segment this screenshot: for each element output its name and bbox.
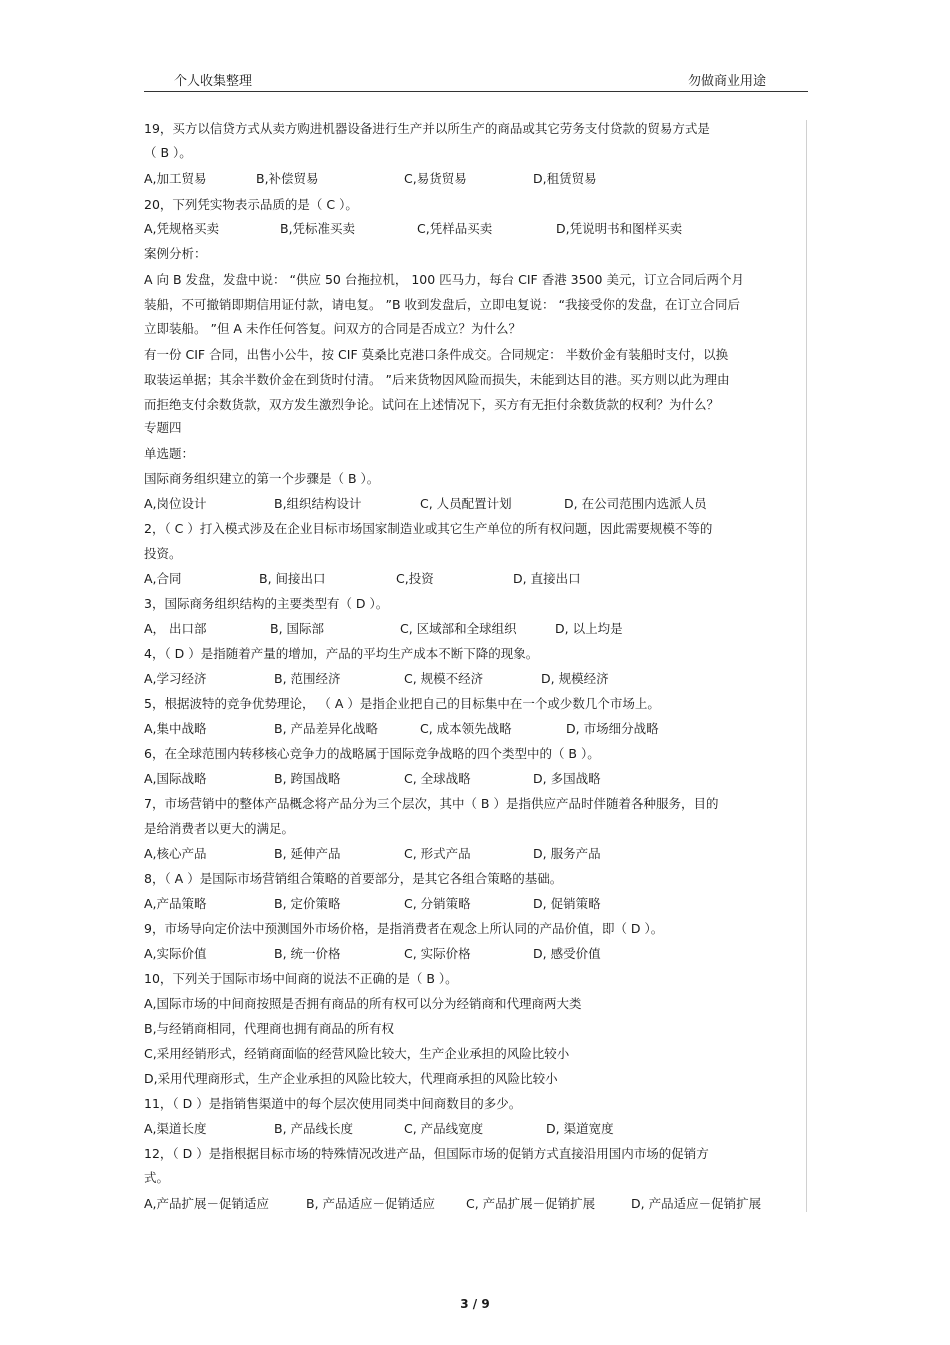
answer-option: D, 多国战略 — [533, 771, 601, 786]
text-line: 有一份 CIF 合同，出售小公牛，按 CIF 莫桑比克港口条件成交。合同规定： 半数价金有装船时支付，以换 — [144, 347, 729, 362]
text-line: 9，市场导向定价法中预测国外市场价格，是指消费者在观念上所认同的产品价值，即（ D ）。 — [144, 921, 664, 936]
answer-option: B, 跨国战略 — [274, 771, 341, 786]
answer-option: B,组织结构设计 — [274, 496, 362, 511]
answer-option: D, 服务产品 — [533, 846, 601, 861]
answer-option: A,产品扩展－促销适应 — [144, 1196, 270, 1211]
answer-option: A,产品策略 — [144, 896, 207, 911]
answer-option: B, 范围经济 — [274, 671, 341, 686]
answer-option: D, 市场细分战略 — [566, 721, 659, 736]
answer-option: A,核心产品 — [144, 846, 207, 861]
answer-option: D, 规模经济 — [541, 671, 609, 686]
margin-rule — [806, 120, 807, 1212]
text-line: 10，下列关于国际市场中间商的说法不正确的是（ B ）。 — [144, 971, 458, 986]
answer-option: A,岗位设计 — [144, 496, 207, 511]
text-line: 式。 — [144, 1170, 170, 1185]
answer-option: B, 延伸产品 — [274, 846, 341, 861]
answer-option: C, 实际价格 — [404, 946, 471, 961]
answer-option: A， 出口部 — [144, 621, 207, 636]
answer-option: D,凭说明书和图样买卖 — [556, 221, 683, 236]
answer-option: D, 感受价值 — [533, 946, 601, 961]
text-line: 11，（ D ）是指销售渠道中的每个层次使用同类中间商数目的多少。 — [144, 1096, 522, 1111]
text-line: 是给消费者以更大的满足。 — [144, 821, 295, 836]
answer-option: C, 产品线宽度 — [404, 1121, 484, 1136]
text-line: 19，买方以信贷方式从卖方购进机器设备进行生产并以所生产的商品或其它劳务支付贷款的贸易方式是 — [144, 121, 710, 136]
answer-option: C, 分销策略 — [404, 896, 471, 911]
answer-option: C,凭样品买卖 — [417, 221, 493, 236]
text-line: 装船，不可撤销即期信用证付款，请电复。 ”B 收到发盘后，立即电复说： “我接受你的发盘，在订立合同后 — [144, 297, 740, 312]
answer-option: C, 成本领先战略 — [420, 721, 512, 736]
text-line: 单选题： — [144, 446, 195, 461]
answer-option: C,易货贸易 — [404, 171, 467, 186]
answer-option: A,实际价值 — [144, 946, 207, 961]
text-line: 12，（ D ）是指根据目标市场的特殊情况改进产品，但国际市场的促销方式直接沿用国内市场的促销方 — [144, 1146, 709, 1161]
answer-option: B, 产品适应－促销适应 — [306, 1196, 436, 1211]
text-line: 案例分析： — [144, 246, 207, 261]
answer-option: A,国际战略 — [144, 771, 207, 786]
answer-option: D, 促销策略 — [533, 896, 601, 911]
answer-option: B, 产品差异化战略 — [274, 721, 379, 736]
answer-option: D, 渠道宽度 — [546, 1121, 614, 1136]
answer-option: A,集中战略 — [144, 721, 207, 736]
text-line: 而拒绝支付余数货款，双方发生激烈争论。试问在上述情况下，买方有无拒付余数货款的权利？为什么？ — [144, 397, 720, 412]
page-number: 3 / 9 — [460, 1297, 490, 1311]
text-line: 投资。 — [144, 546, 182, 561]
answer-option: A,凭规格买卖 — [144, 221, 220, 236]
answer-option: C, 区域部和全球组织 — [400, 621, 517, 636]
text-line: 2，（ C ）打入模式涉及在企业目标市场国家制造业或其它生产单位的所有权问题，因此需要规模不等的 — [144, 521, 713, 536]
answer-option: D, 直接出口 — [513, 571, 581, 586]
text-line: 20，下列凭实物表示品质的是（ C ）。 — [144, 197, 358, 212]
text-line: （ B ）。 — [144, 145, 192, 160]
text-line: D,采用代理商形式，生产企业承担的风险比较大，代理商承担的风险比较小 — [144, 1071, 558, 1086]
answer-option: D, 产品适应－促销扩展 — [631, 1196, 762, 1211]
text-line: B,与经销商相同，代理商也拥有商品的所有权 — [144, 1021, 395, 1036]
header-rule — [144, 91, 808, 92]
answer-option: B, 产品线长度 — [274, 1121, 354, 1136]
answer-option: A,合同 — [144, 571, 182, 586]
text-line: 4，（ D ）是指随着产量的增加，产品的平均生产成本不断下降的现象。 — [144, 646, 539, 661]
answer-option: B,凭标准买卖 — [280, 221, 356, 236]
text-line: 3，国际商务组织结构的主要类型有（ D ）。 — [144, 596, 389, 611]
text-line: 国际商务组织建立的第一个步骤是（ B ）。 — [144, 471, 380, 486]
answer-option: D, 以上均是 — [555, 621, 623, 636]
text-line: 8，（ A ）是国际市场营销组合策略的首要部分，是其它各组合策略的基础。 — [144, 871, 563, 886]
answer-option: D,租赁贸易 — [533, 171, 597, 186]
answer-option: B,补偿贸易 — [256, 171, 319, 186]
answer-option: C, 人员配置计划 — [420, 496, 512, 511]
text-line: C,采用经销形式，经销商面临的经营风险比较大，生产企业承担的风险比较小 — [144, 1046, 570, 1061]
answer-option: C, 形式产品 — [404, 846, 471, 861]
answer-option: A,渠道长度 — [144, 1121, 207, 1136]
header-left-text: 个人收集整理 — [174, 74, 253, 89]
text-line: 7，市场营销中的整体产品概念将产品分为三个层次，其中（ B ）是指供应产品时伴随着各种服务，目的 — [144, 796, 719, 811]
answer-option: C,投资 — [396, 571, 434, 586]
text-line: 取装运单据；其余半数价金在到货时付清。 ”后来货物因风险而损失，未能到达目的港。买方则以此为理由 — [144, 372, 730, 387]
text-line: 立即装船。 ”但 A 未作任何答复。问双方的合同是否成立？为什么？ — [144, 321, 521, 336]
answer-option: B, 间接出口 — [259, 571, 326, 586]
answer-option: C, 全球战略 — [404, 771, 471, 786]
answer-option: B, 统一价格 — [274, 946, 341, 961]
text-line: 专题四 — [144, 420, 182, 435]
text-line: A,国际市场的中间商按照是否拥有商品的所有权可以分为经销商和代理商两大类 — [144, 996, 582, 1011]
answer-option: B, 定价策略 — [274, 896, 341, 911]
answer-option: D, 在公司范围内选派人员 — [564, 496, 707, 511]
header-right-text: 勿做商业用途 — [688, 74, 767, 89]
text-line: 5，根据波特的竞争优势理论， （ A ）是指企业把自己的目标集中在一个或少数几个市场上。 — [144, 696, 660, 711]
answer-option: A,学习经济 — [144, 671, 207, 686]
answer-option: C, 规模不经济 — [404, 671, 484, 686]
text-line: A 向 B 发盘，发盘中说： “供应 50 台拖拉机， 100 匹马力，每台 CIF 香港 3500 美元，订立合同后两个月 — [144, 272, 744, 287]
answer-option: C, 产品扩展－促销扩展 — [466, 1196, 596, 1211]
answer-option: B, 国际部 — [270, 621, 325, 636]
text-line: 6，在全球范围内转移核心竞争力的战略属于国际竞争战略的四个类型中的（ B ）。 — [144, 746, 600, 761]
answer-option: A,加工贸易 — [144, 171, 207, 186]
